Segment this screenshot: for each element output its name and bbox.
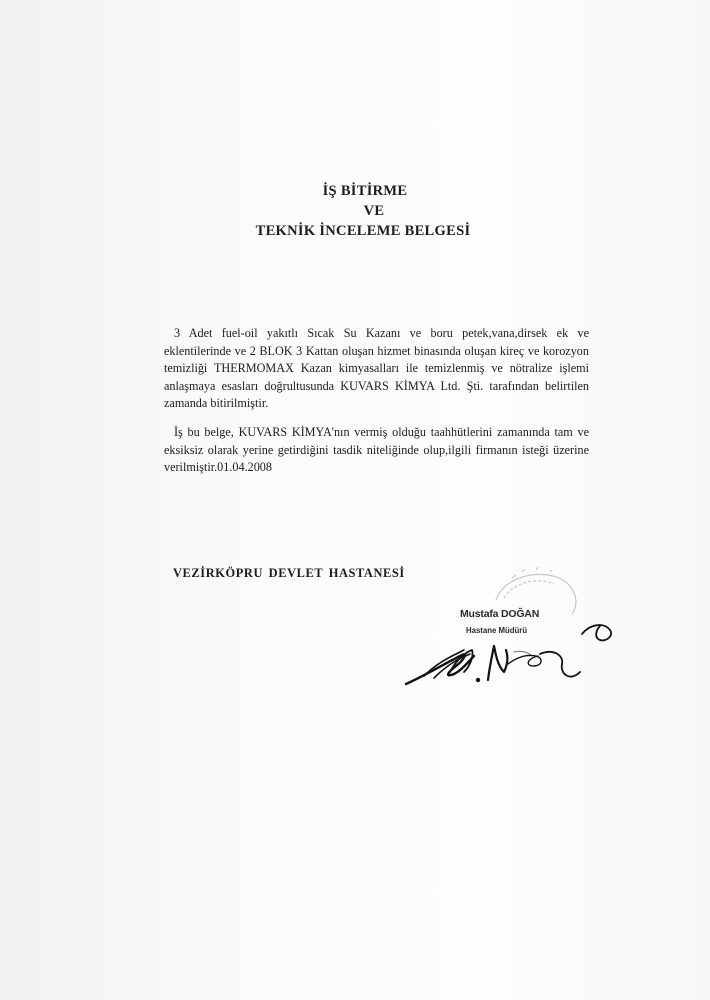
body-paragraph-1 [164,325,589,413]
title-line-1: İŞ BİTİRME [322,183,408,199]
stamp-title: Hastane Müdürü [466,626,528,635]
title-line-3: TEKNİK İNCELEME BELGESİ [255,223,471,239]
paragraph-1-text: 3 Adet fuel-oil yakıtlı Sıcak Su Kazanı ve boru petek,vana,dirsek ek ve eklentilerinde ve 2 BLOK 3 Kattan oluşan hizmet binasında oluşan kireç ve korozyon temizliği THERMOMAX Kazan kimyasalları ile temizlenmiş ve nötralize işlemi anlaşmaya esasları doğrultusunda KUVARS KİMYA Ltd. Şti. tarafından belirtilen zamanda bitirilmiştir. [164,326,589,411]
body-paragraph-2 [164,424,589,477]
document-title [0,180,710,242]
round-seal-icon [496,567,576,614]
paragraph-2-text: İş bu belge, KUVARS KİMYA'nın vermiş olduğu taahhütlerini zamanında tam ve eksiksiz olarak yerine getirdiğini tasdik niteliğinde olup,ilgili firmanın isteği üzerine verilmiştir.01.04.2008 [164,425,589,475]
hospital-name: VEZİRKÖPRU DEVLET HASTANESİ [173,566,405,580]
title-line-2: VE [363,203,385,219]
stamp-name: Mustafa DOĞAN [460,608,540,620]
